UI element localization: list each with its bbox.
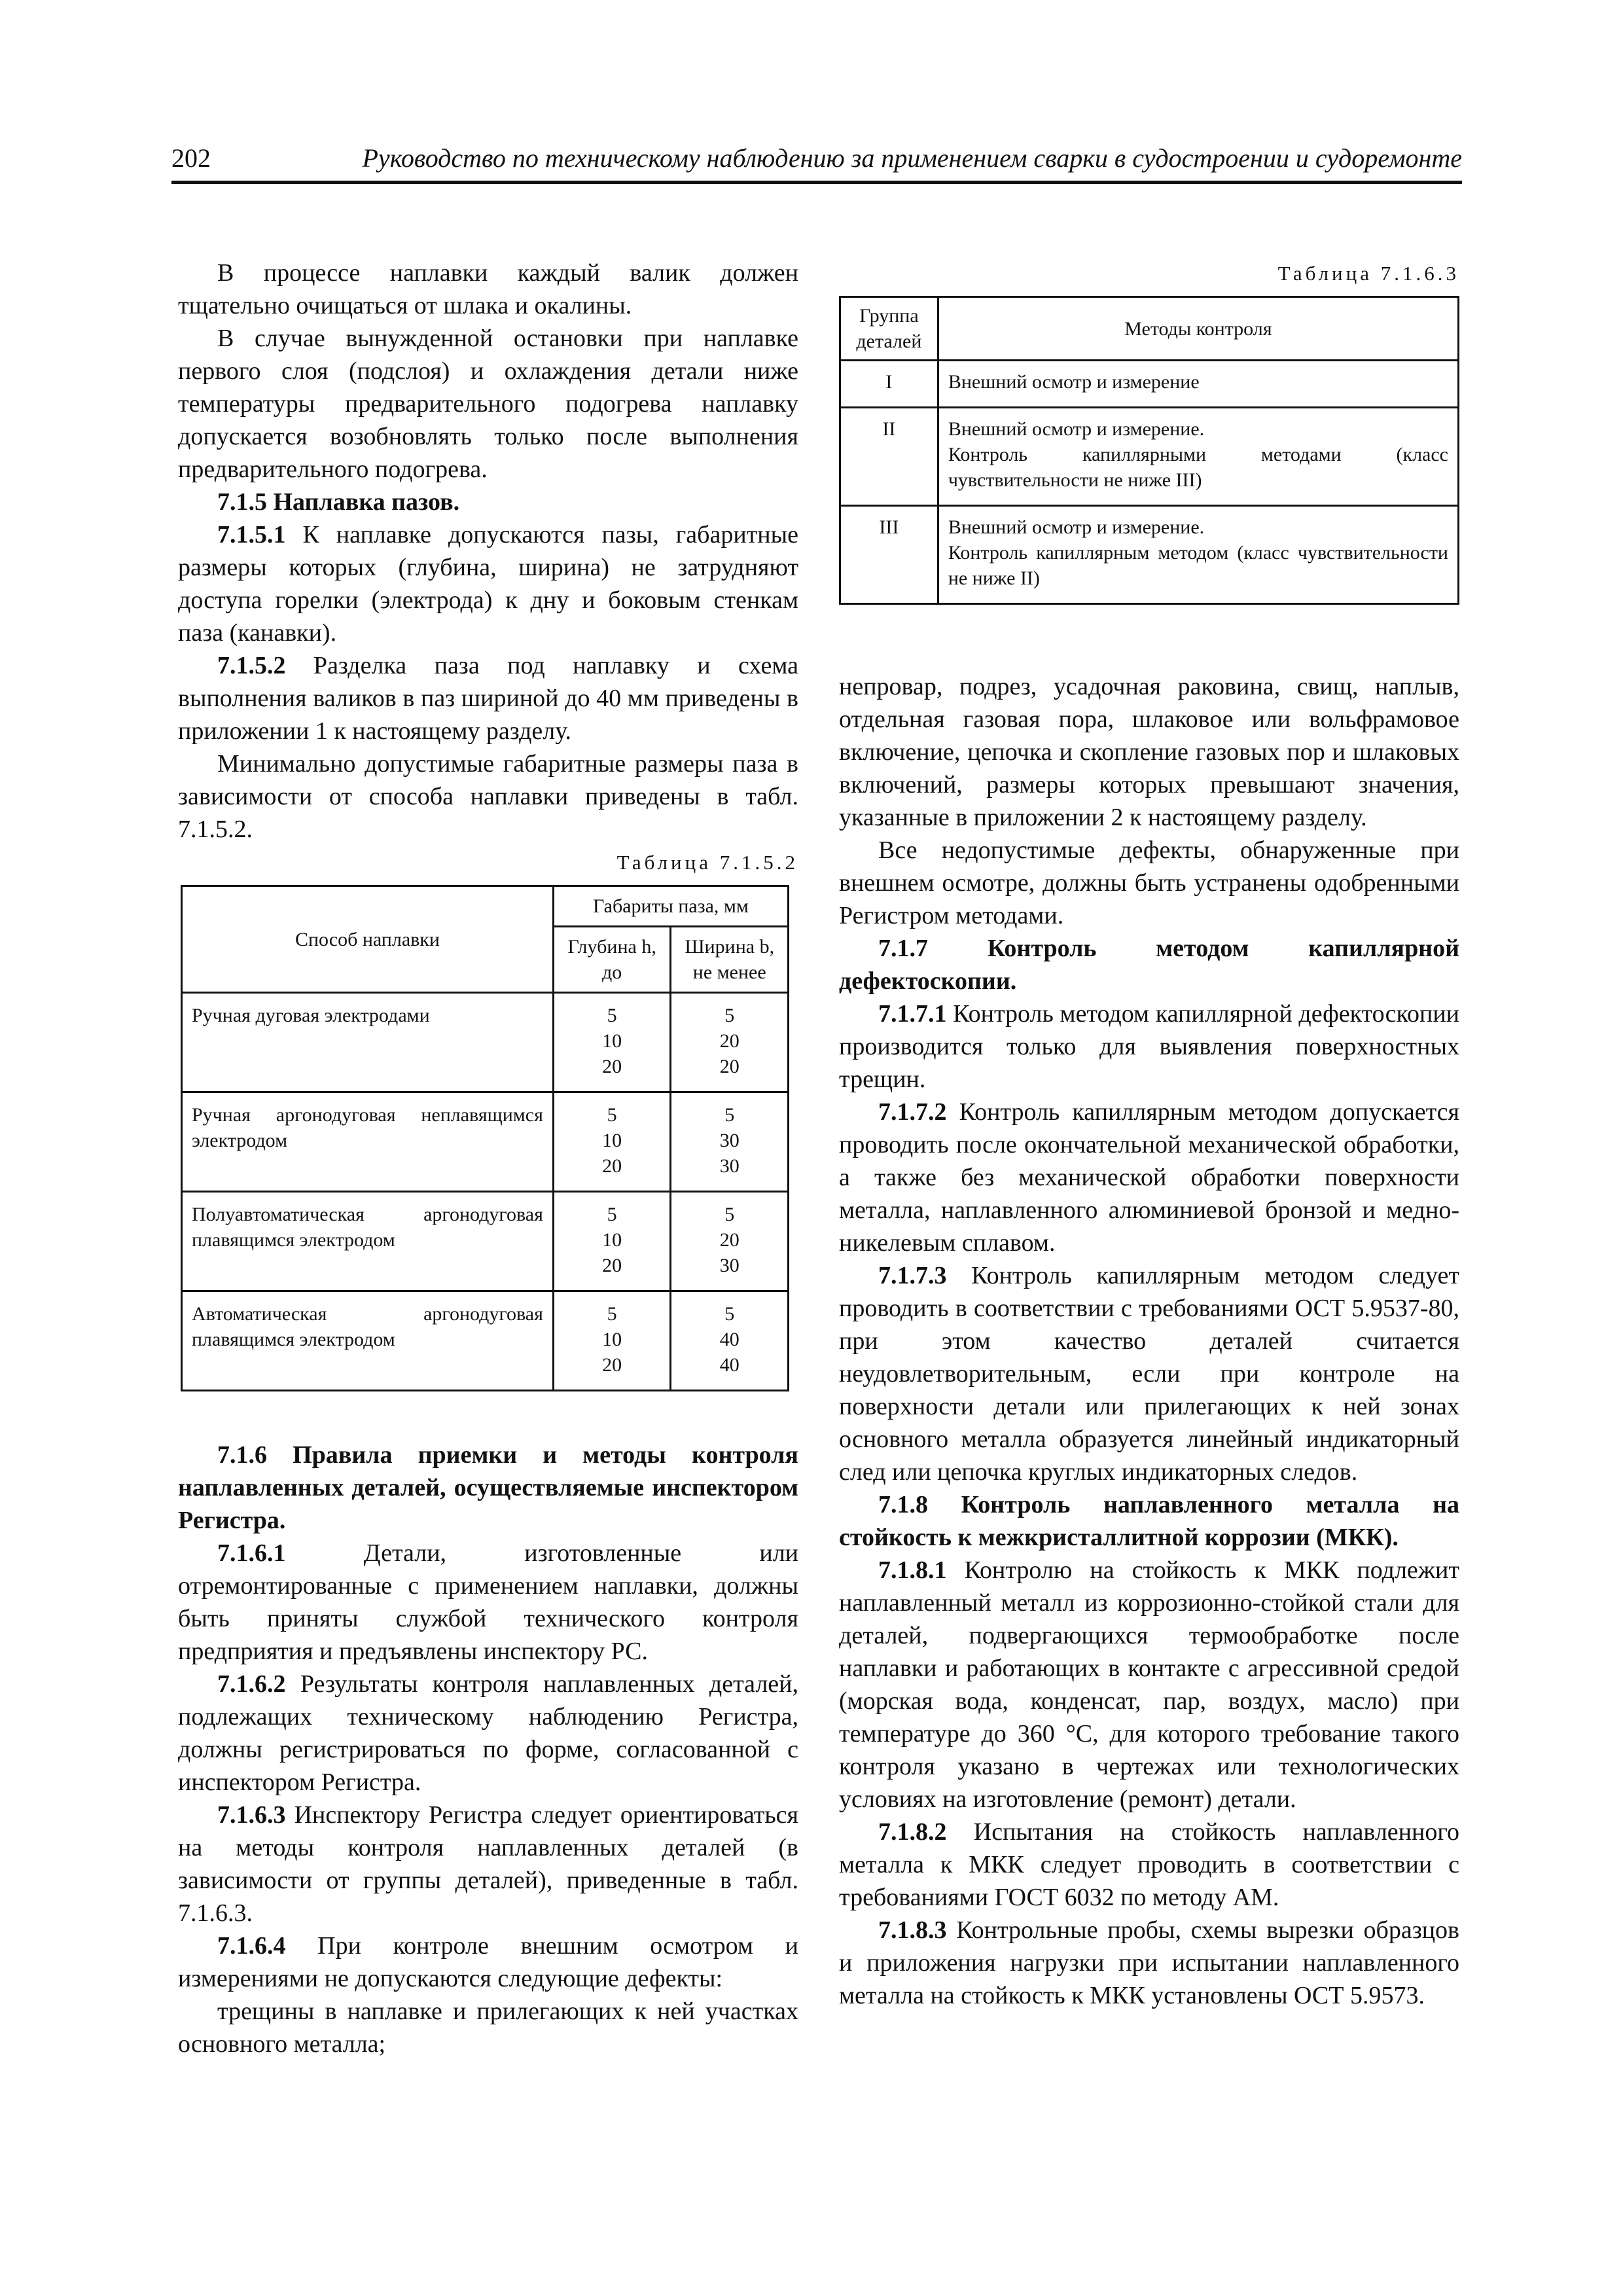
clause-7-1-7-3 — [839, 1259, 1459, 1488]
clause-number: 7.1.7.3 — [878, 1262, 947, 1289]
clause-7-1-6-2 — [178, 1668, 798, 1799]
clause-7-1-6-1 — [178, 1537, 798, 1668]
paragraph: трещины в наплавке и прилегающих к ней участках основного металла; — [178, 1998, 798, 2058]
page-header — [171, 143, 1462, 184]
paragraph: Минимально допустимые габаритные размеры паза в зависимости от способа наплавки приведены в табл. 7.1.5.2. — [178, 750, 798, 843]
clause-text: Контроль методом капиллярной дефектоскопии производится только для выявления поверхностных трещин. — [839, 1000, 1459, 1093]
paragraph: В процессе наплавки каждый валик должен тщательно очищаться от шлака и окалины. — [178, 259, 798, 319]
section-heading-7-1-7: 7.1.7 Контроль методом капиллярной дефектоскопии. — [839, 935, 1459, 995]
clause-number: 7.1.8.2 — [878, 1818, 947, 1846]
width-cell: 5 40 40 — [671, 1291, 789, 1391]
method-cell: Ручная дуговая электродами — [182, 993, 554, 1092]
section-heading-7-1-8: 7.1.8 Контроль наплавленного металла на стойкость к межкристаллитной коррозии (МКК). — [839, 1491, 1459, 1551]
left-column — [178, 257, 798, 2060]
clause-text: Контроль капиллярным методом допускается проводить после окончательной механической обработки, а также без механической обработки поверхности металла, наплавленного алюминиевой бронзой и медно-никелевым сплавом. — [839, 1098, 1459, 1257]
paragraph: В случае вынужденной остановки при наплавке первого слоя (подслоя) и охлаждения детали ниже температуры предварительного подогрева наплавку допускается возобновлять только после выполнения предварительного подогрева. — [178, 325, 798, 483]
section-heading-7-1-5: 7.1.5 Наплавка пазов. — [217, 488, 460, 516]
clause-number: 7.1.5.2 — [217, 652, 286, 679]
table-7-1-6-3 — [839, 296, 1459, 605]
clause-number: 7.1.8.1 — [878, 1556, 947, 1584]
clause-text: Контролю на стойкость к МКК подлежит наплавленный металл из коррозионно-стойкой стали для деталей, подвергающихся термообработке после наплавки и работающих в контакте с агрессивной средой (морская вода, конденсат, пар, воздух, масло) при температуре до 360 °С, для которого требование такого контроля указано в чертежах или технологических условиях на изготовление (ремонт) детали. — [839, 1556, 1459, 1813]
methods-cell: Внешний осмотр и измерение — [938, 361, 1458, 408]
clause-number: 7.1.7.2 — [878, 1098, 947, 1126]
group-cell: III — [840, 506, 938, 604]
column-header: Способ наплавки — [182, 886, 554, 993]
clause-7-1-8-3 — [839, 1914, 1459, 2012]
clause-7-1-5-2 — [178, 649, 798, 747]
clause-text: При контроле внешним осмотром и измерениями не допускаются следующие дефекты: — [178, 1932, 798, 1992]
clause-number: 7.1.7.1 — [878, 1000, 947, 1028]
table-caption: Таблица 7.1.5.2 — [616, 851, 798, 874]
methods-cell: Внешний осмотр и измерение. Контроль капиллярными методами (класс чувствительности не ниже III) — [938, 408, 1458, 506]
depth-cell: 5 10 20 — [553, 1092, 671, 1192]
group-cell: I — [840, 361, 938, 408]
column-header: Ширина b, не менее — [671, 927, 789, 993]
clause-number: 7.1.6.4 — [217, 1932, 286, 1960]
clause-number: 7.1.6.1 — [217, 1539, 286, 1567]
page-number: 202 — [171, 143, 211, 173]
group-cell: II — [840, 408, 938, 506]
table-row — [840, 361, 1459, 408]
table-row — [840, 408, 1459, 506]
clause-7-1-7-1 — [839, 997, 1459, 1096]
column-header: Глубина h, до — [553, 927, 671, 993]
clause-text: Результаты контроля наплавленных деталей, подлежащих техническому наблюдению Регистра, должны регистрироваться по форме, согласованной с инспектором Регистра. — [178, 1670, 798, 1796]
clause-7-1-8-2 — [839, 1816, 1459, 1914]
right-column — [839, 257, 1459, 2012]
width-cell: 5 20 30 — [671, 1192, 789, 1291]
clause-text: К наплавке допускаются пазы, габаритные размеры которых (глубина, ширина) не затрудняют доступа горелки (электрода) к дну и боковым стенкам паза (канавки). — [178, 521, 798, 647]
clause-text: Детали, изготовленные или отремонтированные с применением наплавки, должны быть приняты службой технического контроля предприятия и предъявлены инспектору РС. — [178, 1539, 798, 1665]
clause-text: Контроль капиллярным методом следует проводить в соответствии с требованиями ОСТ 5.9537-80, при этом качество деталей считается неудовлетворительным, если при контроле на поверхности детали или прилегающих к ней зонах основного металла образуется линейный индикаторный след или цепочка круглых индикаторных следов. — [839, 1262, 1459, 1486]
clause-7-1-6-3 — [178, 1799, 798, 1929]
width-cell: 5 30 30 — [671, 1092, 789, 1192]
clause-7-1-8-1 — [839, 1554, 1459, 1816]
column-header: Методы контроля — [938, 297, 1458, 361]
section-heading-7-1-6: 7.1.6 Правила приемки и методы контроля наплавленных деталей, осуществляемые инспектором Регистра. — [178, 1441, 798, 1534]
depth-cell: 5 10 20 — [553, 1192, 671, 1291]
method-cell: Ручная аргонодуговая неплавящимся электродом — [182, 1092, 554, 1192]
column-header: Группа деталей — [840, 297, 938, 361]
table-7-1-5-2 — [181, 885, 789, 1391]
table-row — [840, 506, 1459, 604]
clause-number: 7.1.6.3 — [217, 1801, 286, 1829]
clause-7-1-6-4 — [178, 1929, 798, 1995]
table-row — [182, 1291, 789, 1391]
depth-cell: 5 10 20 — [553, 993, 671, 1092]
paragraph: Все недопустимые дефекты, обнаруженные при внешнем осмотре, должны быть устранены одобренными Регистром методами. — [839, 836, 1459, 929]
table-row — [182, 993, 789, 1092]
clause-number: 7.1.6.2 — [217, 1670, 286, 1698]
clause-text: Разделка паза под наплавку и схема выполнения валиков в паз шириной до 40 мм приведены в приложении 1 к настоящему разделу. — [178, 652, 798, 745]
table-caption: Таблица 7.1.6.3 — [1277, 262, 1459, 285]
clause-7-1-7-2 — [839, 1096, 1459, 1259]
width-cell: 5 20 20 — [671, 993, 789, 1092]
method-cell: Полуавтоматическая аргонодуговая плавящимся электродом — [182, 1192, 554, 1291]
methods-cell: Внешний осмотр и измерение. Контроль капиллярным методом (класс чувствительности не ниже II) — [938, 506, 1458, 604]
method-cell: Автоматическая аргонодуговая плавящимся электродом — [182, 1291, 554, 1391]
column-header: Габариты паза, мм — [553, 886, 788, 927]
clause-number: 7.1.5.1 — [217, 521, 286, 548]
clause-7-1-5-1 — [178, 518, 798, 649]
depth-cell: 5 10 20 — [553, 1291, 671, 1391]
clause-text: Контрольные пробы, схемы вырезки образцов и приложения нагрузки при испытании наплавленного металла на стойкость к МКК установлены ОСТ 5.9573. — [839, 1916, 1459, 2009]
running-title: Руководство по техническому наблюдению за применением сварки в судостроении и судоремонте — [362, 143, 1462, 173]
clause-number: 7.1.8.3 — [878, 1916, 947, 1944]
clause-text: Испытания на стойкость наплавленного металла к МКК следует проводить в соответствии с требованиями ГОСТ 6032 по методу АМ. — [839, 1818, 1459, 1911]
table-row — [182, 1192, 789, 1291]
clause-text: Инспектору Регистра следует ориентироваться на методы контроля наплавленных деталей (в зависимости от группы деталей), приведенные в табл. 7.1.6.3. — [178, 1801, 798, 1927]
paragraph: непровар, подрез, усадочная раковина, свищ, наплыв, отдельная газовая пора, шлаковое или вольфрамовое включение, цепочка и скопление газовых пор и шлаковых включений, размеры которых превышают значения, указанные в приложении 2 к настоящему разделу. — [839, 673, 1459, 831]
table-row — [182, 1092, 789, 1192]
